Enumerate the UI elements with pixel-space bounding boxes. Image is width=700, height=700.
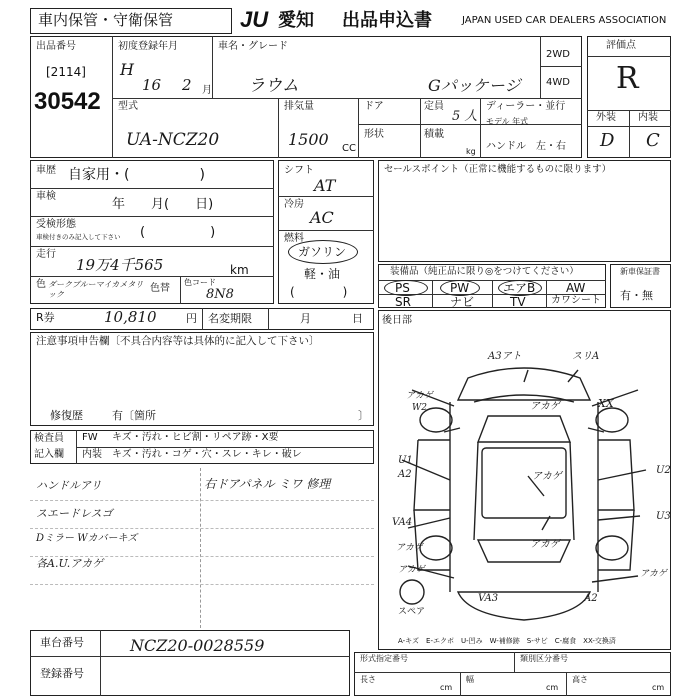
equip-leather-seat[interactable]: カワシート (551, 295, 601, 306)
equip-airbag-circle (498, 280, 542, 296)
month-unit: 月 (202, 85, 212, 96)
car-name: ラウム (248, 76, 299, 96)
fuel-other: ( ) (290, 285, 348, 299)
color-label: 色 (36, 279, 46, 290)
ext-grade: D (600, 130, 615, 151)
rating-value: R (616, 61, 639, 96)
history-value: 自家用・( ) (68, 167, 205, 183)
equip-tv[interactable]: TV (510, 295, 526, 309)
diagram-label-4: XX (598, 397, 614, 410)
note-line-4: Dミラー Wカバーキズ (36, 533, 138, 544)
ext-label: 外装 (596, 112, 616, 123)
color-code-label: 色コード (184, 278, 216, 287)
first-reg-year: 16 (142, 76, 162, 94)
fuel-alt[interactable]: 軽・油 (304, 267, 341, 281)
equip-ps-circle (384, 280, 428, 296)
shape-label: 形状 (364, 129, 384, 140)
equip-navi[interactable]: ナビ (450, 295, 475, 309)
association-name: JAPAN USED CAR DEALERS ASSOCIATION (462, 15, 667, 26)
repair-value: 有〔箇所 (112, 409, 156, 422)
note-line-3: スエードレスゴ (36, 507, 113, 520)
length-unit: cm (440, 683, 453, 692)
dealer-label[interactable]: ディーラー・並行 (486, 101, 566, 112)
diagram-label-7: アカゲ (532, 471, 562, 482)
diagram-label-13: アカゲ (530, 539, 560, 550)
diagram-label-10: U2 (656, 465, 671, 476)
note-line-1: ハンドルアリ (36, 479, 102, 492)
ac-value: AC (310, 208, 334, 227)
inspector-label-2: 記入欄 (34, 449, 64, 460)
equipment-label: 装備品（純正品に限り◎をつけてください） (390, 266, 579, 277)
equip-airbag[interactable]: エアB (503, 281, 536, 295)
first-reg-month: 2 (182, 76, 192, 94)
width-unit: cm (546, 683, 559, 692)
model-label: 型式 (118, 101, 138, 112)
equip-pw-circle (440, 280, 480, 296)
history-label: 車歴 (36, 165, 56, 176)
color-change-label: 色替 (150, 283, 170, 294)
notes-label: 注意事項申告欄〔不具合内容等は具体的に記入して下さい〕 (36, 335, 320, 347)
repair-close: 〕 (358, 409, 369, 422)
diagram-label-11: VA4 (392, 517, 413, 528)
inspector-fw-label: FW (82, 432, 98, 443)
handle-label[interactable]: ハンドル 左・右 (486, 141, 566, 152)
deadline-label: 名変期限 (208, 312, 252, 325)
shift-value: AT (314, 176, 336, 195)
diagram-label-14: アカゲ (396, 543, 423, 553)
equip-sr[interactable]: SR (395, 295, 411, 309)
diagram-label-9: A2 (398, 469, 412, 480)
height-label: 高さ (572, 675, 588, 684)
reg-label: 登録番号 (40, 667, 84, 680)
ju-logo: JU (240, 7, 269, 32)
diagram-label-3: アカゲ (530, 401, 560, 412)
lot-small-number: [2114] (46, 65, 86, 79)
inspector-int-label: 内装 (82, 449, 102, 460)
tax-label: R券 (36, 311, 55, 324)
sales-point-label: セールスポイント（正常に機能するものに限ります） (384, 164, 612, 175)
inspection-value: 年 月( 日) (112, 197, 214, 212)
first-reg-label: 初度登録年月 (118, 41, 178, 52)
model-code: UA-NCZ20 (126, 130, 220, 150)
deadline-day: 日 (352, 312, 363, 325)
diagram-label-2: スリA (572, 351, 600, 362)
recycle-label: 受検形態 (36, 219, 76, 230)
fuel-label: 燃料 (284, 233, 304, 244)
diagram-label-1: A3アト (488, 351, 522, 362)
model-year-label: モデル 年式 (486, 117, 529, 126)
equip-pw[interactable]: PW (450, 281, 470, 295)
door-label: ドア (364, 101, 384, 112)
equip-aw[interactable]: AW (566, 281, 586, 295)
drive-4wd[interactable]: 4WD (546, 77, 570, 88)
inspection-label: 車検 (36, 191, 56, 202)
insurance-label: 新車保証書 (620, 267, 660, 276)
first-reg-era: H (120, 60, 134, 79)
shift-label: シフト (284, 165, 314, 176)
mileage-label: 走行 (36, 249, 56, 260)
displacement-label: 排気量 (284, 101, 314, 112)
shape-number-label: 形式指定番号 (360, 654, 408, 663)
form-title: 出品申込書 (342, 10, 432, 30)
car-name-label: 車名・グレード (218, 41, 288, 52)
diagram-legend: A-キズ E-エクボ U-凹み W-補修跡 S-サビ C-腐食 XX-交換済 (398, 637, 616, 645)
tax-amount: 10,810 (104, 308, 157, 326)
deadline-month: 月 (300, 312, 311, 325)
color-code: 8N8 (206, 287, 234, 302)
diagram-label-18: A2 (584, 593, 598, 604)
recycle-note: 車検付きのみ記入して下さい (36, 233, 121, 241)
displacement: 1500 (288, 130, 329, 149)
note-line-2: 右ドアパネル ミワ 修理 (204, 477, 331, 491)
int-label: 内装 (638, 112, 658, 123)
diagram-label-16: アカゲ (640, 569, 667, 579)
ac-label: 冷房 (284, 199, 304, 210)
length-label: 長さ (360, 675, 376, 684)
km-unit: km (230, 263, 249, 277)
repair-label: 修復歴 (50, 409, 83, 422)
inspector-fw-items[interactable]: キズ・汚れ・ヒビ割・リペア跡・X要 (112, 432, 279, 443)
diagram-label-6: W2 (412, 403, 427, 413)
int-grade: C (646, 130, 660, 151)
kg-unit: kg (466, 147, 476, 156)
class-number-label: 類別区分番号 (520, 654, 568, 663)
diagram-spare-label: スペア (398, 607, 426, 617)
fuel-value[interactable]: ガソリン (298, 245, 347, 259)
rating-label: 評価点 (606, 40, 636, 51)
chassis-number: NCZ20-0028559 (130, 636, 265, 655)
note-line-5: 各A.U.アカゲ (36, 557, 104, 570)
lot-label: 出品番号 (36, 41, 76, 52)
diagram-label-17: VA3 (478, 593, 499, 604)
diagram-label-15: アカゲ (398, 565, 425, 575)
height-unit: cm (652, 683, 665, 692)
capacity-label: 定員 (424, 101, 444, 112)
mileage-value: 19万4千565 (76, 256, 164, 274)
rear-note-label: 後日部 (382, 315, 412, 326)
equip-ps[interactable]: PS (395, 281, 410, 295)
drive-2wd[interactable]: 2WD (546, 49, 570, 60)
width-label: 幅 (466, 675, 474, 684)
chassis-label: 車台番号 (40, 636, 84, 649)
cc-unit: CC (342, 143, 356, 154)
diagram-label-8: U1 (398, 455, 413, 466)
capacity: 5 人 (452, 109, 478, 124)
org-name: 愛知 (278, 10, 314, 30)
storage-title: 車内保管・守衛保管 (38, 11, 174, 29)
yen-unit: 円 (186, 312, 197, 325)
recycle-value: ( ) (140, 225, 216, 240)
diagram-label-5: アカゲ (406, 391, 433, 401)
car-grade: Gパッケージ (428, 76, 521, 95)
insurance-value[interactable]: 有・無 (620, 289, 653, 302)
inspector-label-1: 検査員 (34, 433, 64, 444)
car-diagram (378, 330, 671, 630)
diagram-label-12: U3 (656, 511, 671, 522)
color-value: ダークブルーマイカメタリック (48, 280, 144, 300)
sales-point-box (378, 160, 671, 262)
loading-label: 積載 (424, 129, 444, 140)
inspector-int-items[interactable]: キズ・汚れ・コゲ・穴・スレ・キレ・破レ (112, 449, 302, 460)
lot-number: 30542 (34, 88, 101, 115)
